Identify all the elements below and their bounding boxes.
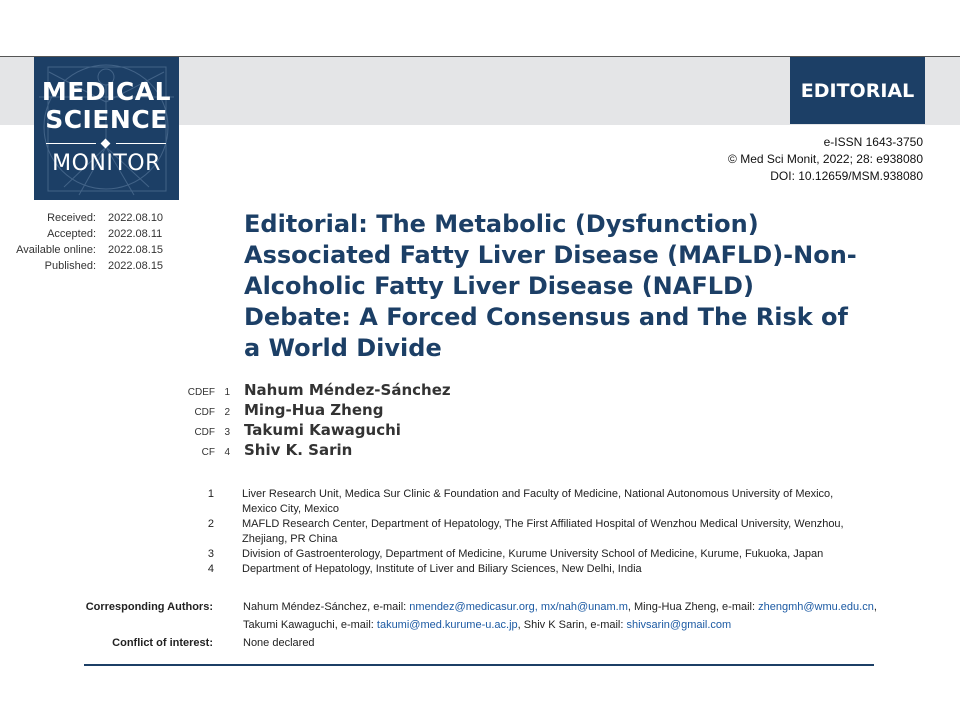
- logo-line-3: MONITOR: [52, 151, 161, 176]
- email-link[interactable]: zhengmh@wmu.edu.cn: [758, 601, 874, 613]
- doi[interactable]: DOI: 10.12659/MSM.938080: [770, 169, 923, 183]
- author-affiliation-number: 1: [224, 387, 230, 398]
- corresponding-author-1: Nahum Méndez-Sánchez, e-mail:: [243, 601, 410, 613]
- author-name: Shiv K. Sarin: [244, 441, 353, 459]
- affiliation-item: [0, 562, 857, 577]
- article-identifiers: [728, 134, 923, 185]
- corresponding-author-3: , Takumi Kawaguchi, e-mail:: [243, 601, 877, 631]
- author-list: [0, 381, 451, 461]
- affiliation-item: [0, 517, 857, 547]
- date-row: [0, 226, 163, 242]
- date-row: [0, 258, 163, 274]
- affiliation-number: 2: [207, 518, 214, 530]
- logo-rule-left: [46, 143, 96, 144]
- affiliation-number: 4: [207, 563, 214, 575]
- email-link[interactable]: shivsarin@gmail.com: [626, 619, 732, 631]
- email-link[interactable]: nmendez@medicasur.org, mx/nah@unam.m: [409, 601, 628, 613]
- affiliation-item: [0, 487, 857, 517]
- date-row: [0, 210, 163, 226]
- author-contributions: CDEF: [187, 387, 215, 398]
- author-contributions: CDF: [194, 407, 215, 418]
- logo-line-1: MEDICAL: [41, 77, 172, 106]
- author-row: [0, 401, 451, 421]
- affiliation-text: MAFLD Research Center, Department of Hepatology, The First Affiliated Hospital of Wenzhou Medical University, Wenzhou, Zhejiang, PR China: [242, 518, 844, 545]
- author-row: [0, 421, 451, 441]
- date-label: Accepted:: [47, 228, 96, 240]
- affiliation-list: [0, 487, 857, 577]
- author-affiliation-number: 2: [224, 407, 230, 418]
- logo-line-2: SCIENCE: [45, 105, 168, 134]
- author-name: Takumi Kawaguchi: [244, 421, 401, 439]
- date-value: 2022.08.11: [108, 228, 163, 240]
- article-title: Editorial: The Metabolic (Dysfunction) Associated Fatty Liver Disease (MAFLD)-Non-Alcoholic Fatty Liver Disease (NAFLD) Debate: A Forced Consensus and The Risk of a World Divide: [244, 210, 857, 362]
- date-row: [0, 242, 163, 258]
- author-name: Nahum Méndez-Sánchez: [244, 381, 451, 399]
- author-row: [0, 381, 451, 401]
- affiliation-number: 3: [207, 548, 214, 560]
- author-name: Ming-Hua Zheng: [244, 401, 384, 419]
- logo-rule-right: [116, 143, 166, 144]
- issn: e-ISSN 1643-3750: [823, 135, 923, 149]
- journal-logo: [34, 57, 179, 200]
- corresponding-authors-value: [243, 598, 893, 634]
- bottom-rule: [84, 664, 874, 666]
- affiliation-text: Department of Hepatology, Institute of Liver and Biliary Sciences, New Delhi, India: [242, 563, 642, 575]
- date-label: Available online:: [16, 244, 96, 256]
- conflict-of-interest-row: [0, 634, 893, 652]
- article-metadata: [0, 598, 893, 652]
- conflict-of-interest-label: Conflict of interest:: [112, 637, 213, 649]
- author-affiliation-number: 3: [224, 427, 230, 438]
- date-label: Published:: [44, 260, 96, 272]
- author-row: [0, 441, 451, 461]
- author-contributions: CF: [201, 447, 215, 458]
- date-value: 2022.08.15: [108, 244, 164, 256]
- date-value: 2022.08.15: [108, 260, 164, 272]
- article-type-badge: EDITORIAL: [790, 57, 925, 124]
- date-label: Received:: [47, 212, 96, 224]
- corresponding-authors-row: [0, 598, 893, 634]
- author-affiliation-number: 4: [224, 447, 230, 458]
- email-link[interactable]: takumi@med.kurume-u.ac.jp: [376, 619, 518, 631]
- corresponding-authors-label: Corresponding Authors:: [85, 601, 213, 613]
- author-contributions: CDF: [194, 427, 215, 438]
- affiliation-text: Liver Research Unit, Medica Sur Clinic & Foundation and Faculty of Medicine, National Autonomous University of Mexico, Mexico City, Mexico: [242, 488, 834, 515]
- affiliation-number: 1: [207, 488, 214, 500]
- conflict-of-interest-value: None declared: [243, 637, 315, 649]
- corresponding-author-2: , Ming-Hua Zheng, e-mail:: [627, 601, 759, 613]
- date-value: 2022.08.10: [108, 212, 164, 224]
- citation: © Med Sci Monit, 2022; 28: e938080: [728, 152, 923, 166]
- affiliation-item: [0, 547, 857, 562]
- corresponding-author-4: , Shiv K Sarin, e-mail:: [517, 619, 627, 631]
- article-dates: [0, 210, 163, 274]
- affiliation-text: Division of Gastroenterology, Department of Medicine, Kurume University School of Medicine, Kurume, Fukuoka, Japan: [242, 548, 824, 560]
